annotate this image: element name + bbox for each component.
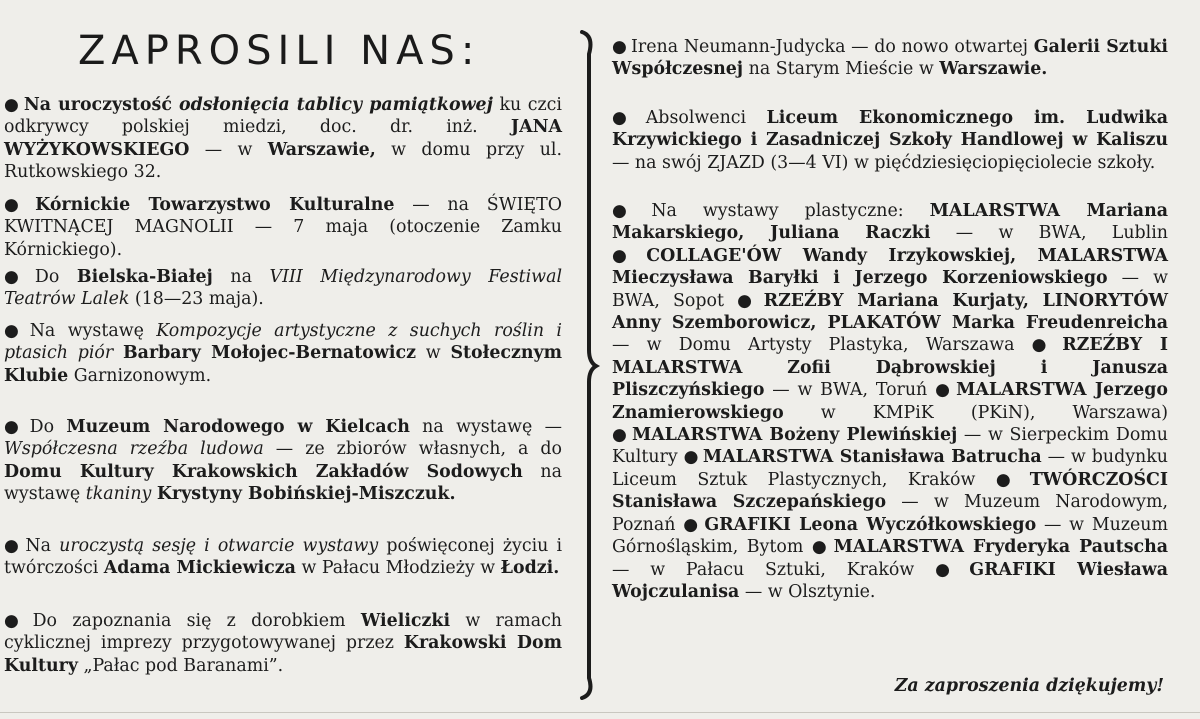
bullet-icon: ● (4, 267, 31, 287)
bullet-icon: ● (612, 425, 628, 446)
bullet-icon: ● (935, 380, 953, 401)
bullet-icon: ● (612, 201, 648, 221)
bullet-icon: ● (4, 417, 26, 437)
bullet-icon: ● (683, 447, 699, 468)
thanks-note: Za zaproszenia dziękujemy! (894, 676, 1164, 696)
bullet-icon: ● (4, 321, 26, 341)
bullet-icon: ● (612, 245, 643, 266)
bullet-icon: ● (811, 537, 830, 558)
bullet-icon: ● (4, 95, 20, 115)
bullet-icon: ● (737, 290, 760, 311)
bullet-icon: ● (683, 514, 701, 535)
paragraph-mickiewicz: ● Na uroczystą sesję i otwarcie wystawy poświęconej życiu i twórczości Adama Mickiewicza w Pałacu Młodzieży w Łodzi. (4, 536, 563, 579)
bullet-icon: ● (1031, 335, 1059, 356)
bullet-icon: ● (4, 611, 29, 631)
bullet-icon: ● (612, 37, 628, 57)
paragraph-kompozycje: ● Na wystawę Kompozycje artystyczne z suchych roślin i ptasich piór Barbary Mołojec-Bernatowicz w Stołecznym Klubie Garnizonowym. (4, 321, 562, 386)
paragraph-kielce: ● Do Muzeum Narodowego w Kielcach na wystawę — Współczesna rzeźba ludowa — ze zbiorów własnych, a do Domu Kultury Krakowskich Zakładów Sodowych na wystawę tkaniny Krystyny Bobińskiej-Miszczuk. (4, 417, 562, 505)
bullet-icon: ● (935, 559, 966, 580)
paragraph-wyzykowski: ● Na uroczystość odsłonięcia tablicy pamiątkowej ku czci odkrywcy polskiej miedzi, doc. dr. inż. JANA WYŻYKOWSKIEGO — w Warszawie, w domu przy ul. Rutkowskiego 32. (4, 95, 562, 183)
paragraph-magnolia: ● Kórnickie Towarzystwo Kulturalne — na ŚWIĘTO KWITNĄCEJ MAGNOLII — 7 maja (otoczenie Zamku Kórnickiego). (4, 195, 562, 260)
paragraph-neumann: ● Irena Neumann-Judycka — do nowo otwartej Galerii Sztuki Współczesnej na Starym Mieście w Warszawie. (612, 37, 1168, 80)
paragraph-kalisz: ● Absolwenci Liceum Ekonomicznego im. Ludwika Krzywickiego i Zasadniczej Szkoły Handlowej w Kaliszu — na swój ZJAZD (3—4 VI) w pięćdziesięciopięciolecie szkoły. (612, 108, 1168, 173)
paragraph-bielsko: ● Do Bielska-Białej na VIII Międzynarodowy Festiwal Teatrów Lalek (18—23 maja). (4, 267, 563, 310)
bottom-edge (0, 712, 1200, 713)
paragraph-wieliczka: ● Do zapoznania się z dorobkiem Wieliczki w ramach cyklicznej imprezy przygotowywanej przez Krakowski Dom Kultury „Pałac pod Baranami”. (4, 611, 563, 676)
article-title: ZAPROSILI NAS: (78, 28, 481, 74)
bullet-icon: ● (4, 536, 22, 556)
bullet-icon: ● (4, 195, 32, 215)
column-divider (574, 30, 604, 700)
paragraph-wystawy: ● Na wystawy plastyczne: MALARSTWA Mariana Makarskiego, Juliana Raczki — w BWA, Lublin ● COLLAGE'ÓW Wandy Irzykowskiej, MALARSTWA Mieczysława Baryłki i Jerzego Korzeniowskiego — w BWA, Sopot ● RZEŹBY Mariana Kurjaty, LINORYTÓW Anny Szemborowicz, PLAKATÓW Marka Freudenreicha — w Domu Artysty Plastyka, Warszawa ● RZEŹBY I MALARSTWA Zofii Dąbrowskiej i Janusza Pliszczyńskiego — w BWA, Toruń ● MALARSTWA Jerzego Znamierowskiego w KMPiK (PKiN), Warszawa) ● MALARSTWA Bożeny Plewińskiej — w Sierpeckim Domu Kultury ● MALARSTWA Stanisława Batrucha — w budynku Liceum Sztuk Plastycznych, Kraków ● TWÓRCZOŚCI Stanisława Szczepańskiego — w Muzeum Narodowym, Poznań ● GRAFIKI Leona Wyczółkowskiego — w Muzeum Górnośląskim, Bytom ● MALARSTWA Fryderyka Pautscha — w Pałacu Sztuki, Kraków ● GRAFIKI Wiesława Wojczulanisa — w Olsztynie. (612, 201, 1169, 602)
bullet-icon: ● (995, 469, 1026, 490)
bullet-icon: ● (612, 108, 642, 128)
